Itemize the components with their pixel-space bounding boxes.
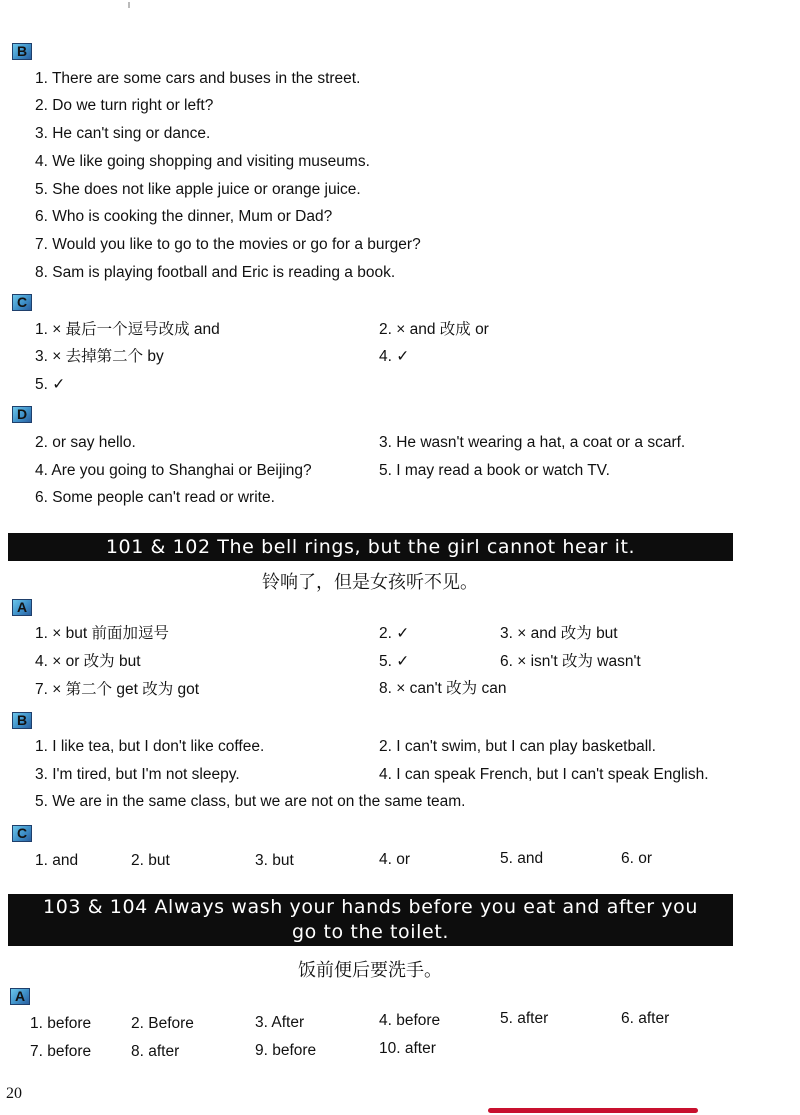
list-item: 1. before — [30, 1015, 92, 1032]
list-item: 3. He can't sing or dance. — [35, 125, 211, 142]
list-item: 2. I can't swim, but I can play basketball. — [379, 738, 656, 755]
list-item: 1. There are some cars and buses in the street. — [35, 70, 361, 87]
list-item: 4. or — [379, 851, 411, 868]
page-number: 20 — [6, 1085, 22, 1102]
list-item: 5. We are in the same class, but we are not on the same team. — [35, 793, 466, 810]
list-item: 7. × 第二个 get 改为 got — [35, 681, 200, 698]
list-item: 3. × and 改为 but — [500, 625, 618, 642]
list-item: 7. Would you like to go to the movies or go for a burger? — [35, 236, 421, 253]
list-item: 4. × or 改为 but — [35, 653, 141, 670]
list-item: 1. I like tea, but I don't like coffee. — [35, 738, 265, 755]
list-item: 8. × can't 改为 can — [379, 680, 507, 697]
list-item: 5. ✓ — [35, 376, 66, 393]
list-item: 1. × 最后一个逗号改成 and — [35, 321, 220, 338]
list-item: 5. after — [500, 1010, 549, 1027]
unit-subtitle: 饭前便后要洗手。 — [298, 960, 442, 981]
list-item: 1. and — [35, 852, 79, 869]
list-item: 2. or say hello. — [35, 434, 136, 451]
section-a-badge: A — [12, 599, 32, 616]
unit-title-line: 103 & 104 Always wash your hands before you eat and after you — [43, 896, 698, 918]
section-b-badge: B — [12, 712, 32, 729]
unit-subtitle: 铃响了，但是女孩听不见。 — [262, 572, 478, 593]
list-item: 2. Before — [131, 1015, 194, 1032]
list-item: 6. Some people can't read or write. — [35, 489, 275, 506]
list-item: 5. She does not like apple juice or orange juice. — [35, 181, 361, 198]
unit-title-bar — [8, 894, 733, 946]
section-c-badge: C — [12, 825, 32, 842]
list-item: 5. I may read a book or watch TV. — [379, 462, 610, 479]
list-item: 4. ✓ — [379, 348, 410, 365]
list-item: 4. I can speak French, but I can't speak English. — [379, 766, 709, 783]
list-item: 5. ✓ — [379, 653, 410, 670]
list-item: 3. but — [255, 852, 294, 869]
list-item: 4. before — [379, 1012, 441, 1029]
list-item: 2. × and 改成 or — [379, 321, 489, 338]
list-item: 3. After — [255, 1014, 305, 1031]
list-item: 2. Do we turn right or left? — [35, 97, 214, 114]
unit-title-bar: 101 & 102 The bell rings, but the girl cannot hear it. — [8, 533, 733, 561]
list-item: 2. ✓ — [379, 625, 410, 642]
section-a-badge: A — [10, 988, 30, 1005]
list-item: 3. I'm tired, but I'm not sleepy. — [35, 766, 240, 783]
list-item: 6. or — [621, 850, 653, 867]
list-item: 5. and — [500, 850, 544, 867]
list-item: 6. after — [621, 1010, 670, 1027]
list-item: 3. He wasn't wearing a hat, a coat or a scarf. — [379, 434, 686, 451]
section-b-badge: B — [12, 43, 32, 60]
unit-title-line: go to the toilet. — [291, 921, 450, 943]
list-item: 4. We like going shopping and visiting museums. — [35, 153, 370, 170]
list-item: 1. × but 前面加逗号 — [35, 625, 169, 642]
section-c-badge: C — [12, 294, 32, 311]
list-item: 10. after — [379, 1040, 436, 1057]
list-item: 4. Are you going to Shanghai or Beijing? — [35, 462, 312, 479]
list-item: 3. × 去掉第二个 by — [35, 348, 164, 365]
list-item: 6. Who is cooking the dinner, Mum or Dad? — [35, 208, 333, 225]
scan-mark — [128, 2, 130, 8]
list-item: 9. before — [255, 1042, 317, 1059]
list-item: 6. × isn't 改为 wasn't — [500, 653, 641, 670]
list-item: 8. after — [131, 1043, 180, 1060]
list-item: 8. Sam is playing football and Eric is reading a book. — [35, 264, 396, 281]
section-d-badge: D — [12, 406, 32, 423]
list-item: 2. but — [131, 852, 170, 869]
list-item: 7. before — [30, 1043, 92, 1060]
footer-accent-line — [488, 1108, 698, 1113]
